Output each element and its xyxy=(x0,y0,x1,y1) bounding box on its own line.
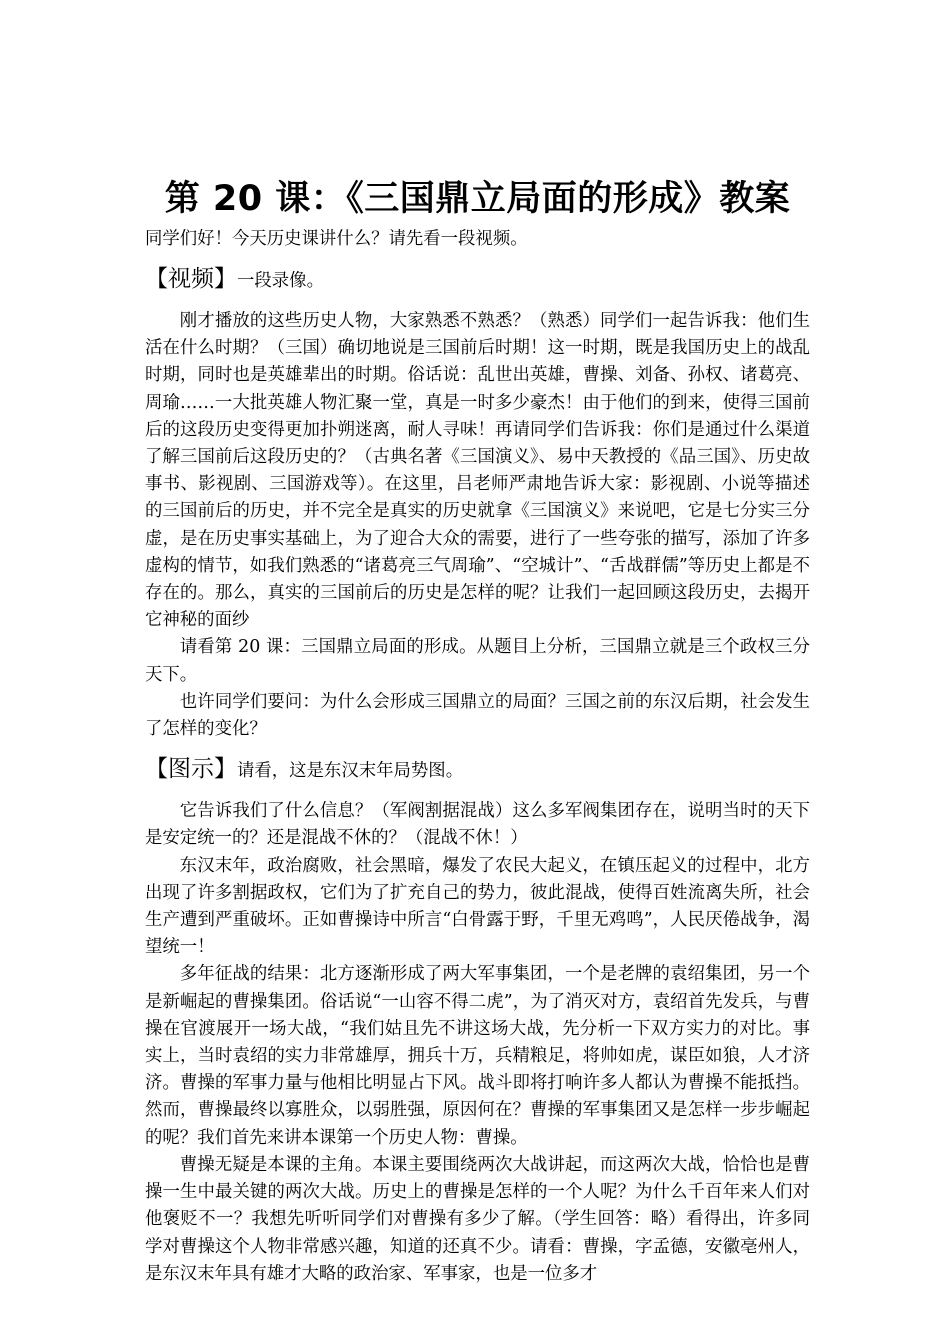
body-paragraph: 曹操无疑是本课的主角。本课主要围绕两次大战讲起，而这两次大战，恰恰也是曹操一生中最关键的两次大战。历史上的曹操是怎样的一个人呢？为什么千百年来人们对他褒贬不一？我想先听听同学们对曹操有多少了解。（学生回答：略）看得出，许多同学对曹操这个人物非常感兴趣，知道的还真不少。请看：曹操，字孟德，安徽亳州人，是东汉末年具有雄才大略的政治家、军事家，也是一位多才 xyxy=(145,1154,810,1284)
body-paragraph: 它告诉我们了什么信息？（军阀割据混战）这么多军阀集团存在，说明当时的天下是安定统一的？还是混战不休的？（混战不休！） xyxy=(145,801,810,849)
video-label: 【视频】 xyxy=(145,266,237,292)
video-text: 一段录像。 xyxy=(237,271,324,291)
body-paragraph: 也许同学们要问：为什么会形成三国鼎立的局面？三国之前的东汉后期，社会发生了怎样的变化？ xyxy=(145,691,810,740)
body-paragraph: 多年征战的结果：北方逐渐形成了两大军事集团，一个是老牌的袁绍集团，另一个是新崛起的曹操集团。俗话说“一山容不得二虎”，为了消灭对方，袁绍首先发兵，与曹操在官渡展开一场大战，“我们姑且先不讲这场大战，先分析一下双方实力的对比。事实上，当时袁绍的实力非常雄厚，拥兵十万，兵精粮足，将帅如虎，谋臣如狼，人才济济。曹操的军事力量与他相比明显占下风。战斗即将打响许多人都认为曹操不能抵挡。然而，曹操最终以寡胜众，以弱胜强，原因何在？曹操的军事集团又是怎样一步步崛起的呢？我们首先来讲本课第一个历史人物：曹操。 xyxy=(145,964,810,1148)
document-page xyxy=(145,172,810,1288)
page-title: 第 20 课：《三国鼎立局面的形成》教案 xyxy=(164,179,791,219)
body-paragraph: 刚才播放的这些历史人物，大家熟悉不熟悉？（熟悉）同学们一起告诉我：他们生活在什么时期？（三国）确切地说是三国前后时期！这一时期，既是我国历史上的战乱时期，同时也是英雄辈出的时期。俗话说：乱世出英雄，曹操、刘备、孙权、诸葛亮、周瑜……一大批英雄人物汇聚一堂，真是一时多少豪杰！由于他们的到来，使得三国前后的这段历史变得更加扑朔迷离，耐人寻味！再请同学们告诉我：你们是通过什么渠道了解三国前后这段历史的？（古典名著《三国演义》、易中天教授的《品三国》、历史故事书、影视剧、三国游戏等）。在这里，吕老师严肃地告诉大家：影视剧、小说等描述的三国前后的历史，并不完全是真实的历史就拿《三国演义》来说吧，它是七分实三分虚，是在历史事实基础上，为了迎合大众的需要，进行了一些夸张的描写，添加了许多虚构的情节，如我们熟悉的“诸葛亮三气周瑜”、“空城计”、“舌战群儒”等历史上都是不存在的。那么，真实的三国前后的历史是怎样的呢？让我们一起回顾这段历史，去揭开它神秘的面纱 xyxy=(145,311,810,631)
intro-line: 同学们好！今天历史课讲什么？请先看一段视频。 xyxy=(145,229,528,249)
video-section-heading xyxy=(145,259,810,301)
figure-text: 请看，这是东汉末年局势图。 xyxy=(237,761,464,782)
figure-section-heading xyxy=(145,749,810,791)
figure-label: 【图示】 xyxy=(145,756,237,783)
body-paragraph: 请看第 20 课：三国鼎立局面的形成。从题目上分析，三国鼎立就是三个政权三分天下。 xyxy=(145,637,810,685)
body-paragraph: 东汉末年，政治腐败，社会黑暗，爆发了农民大起义，在镇压起义的过程中，北方出现了许多割据政权，它们为了扩充自己的势力，彼此混战，使得百姓流离失所，社会生产遭到严重破坏。正如曹操诗中所言“白骨露于野，千里无鸡鸣”，人民厌倦战争，渴望统一！ xyxy=(145,855,810,958)
